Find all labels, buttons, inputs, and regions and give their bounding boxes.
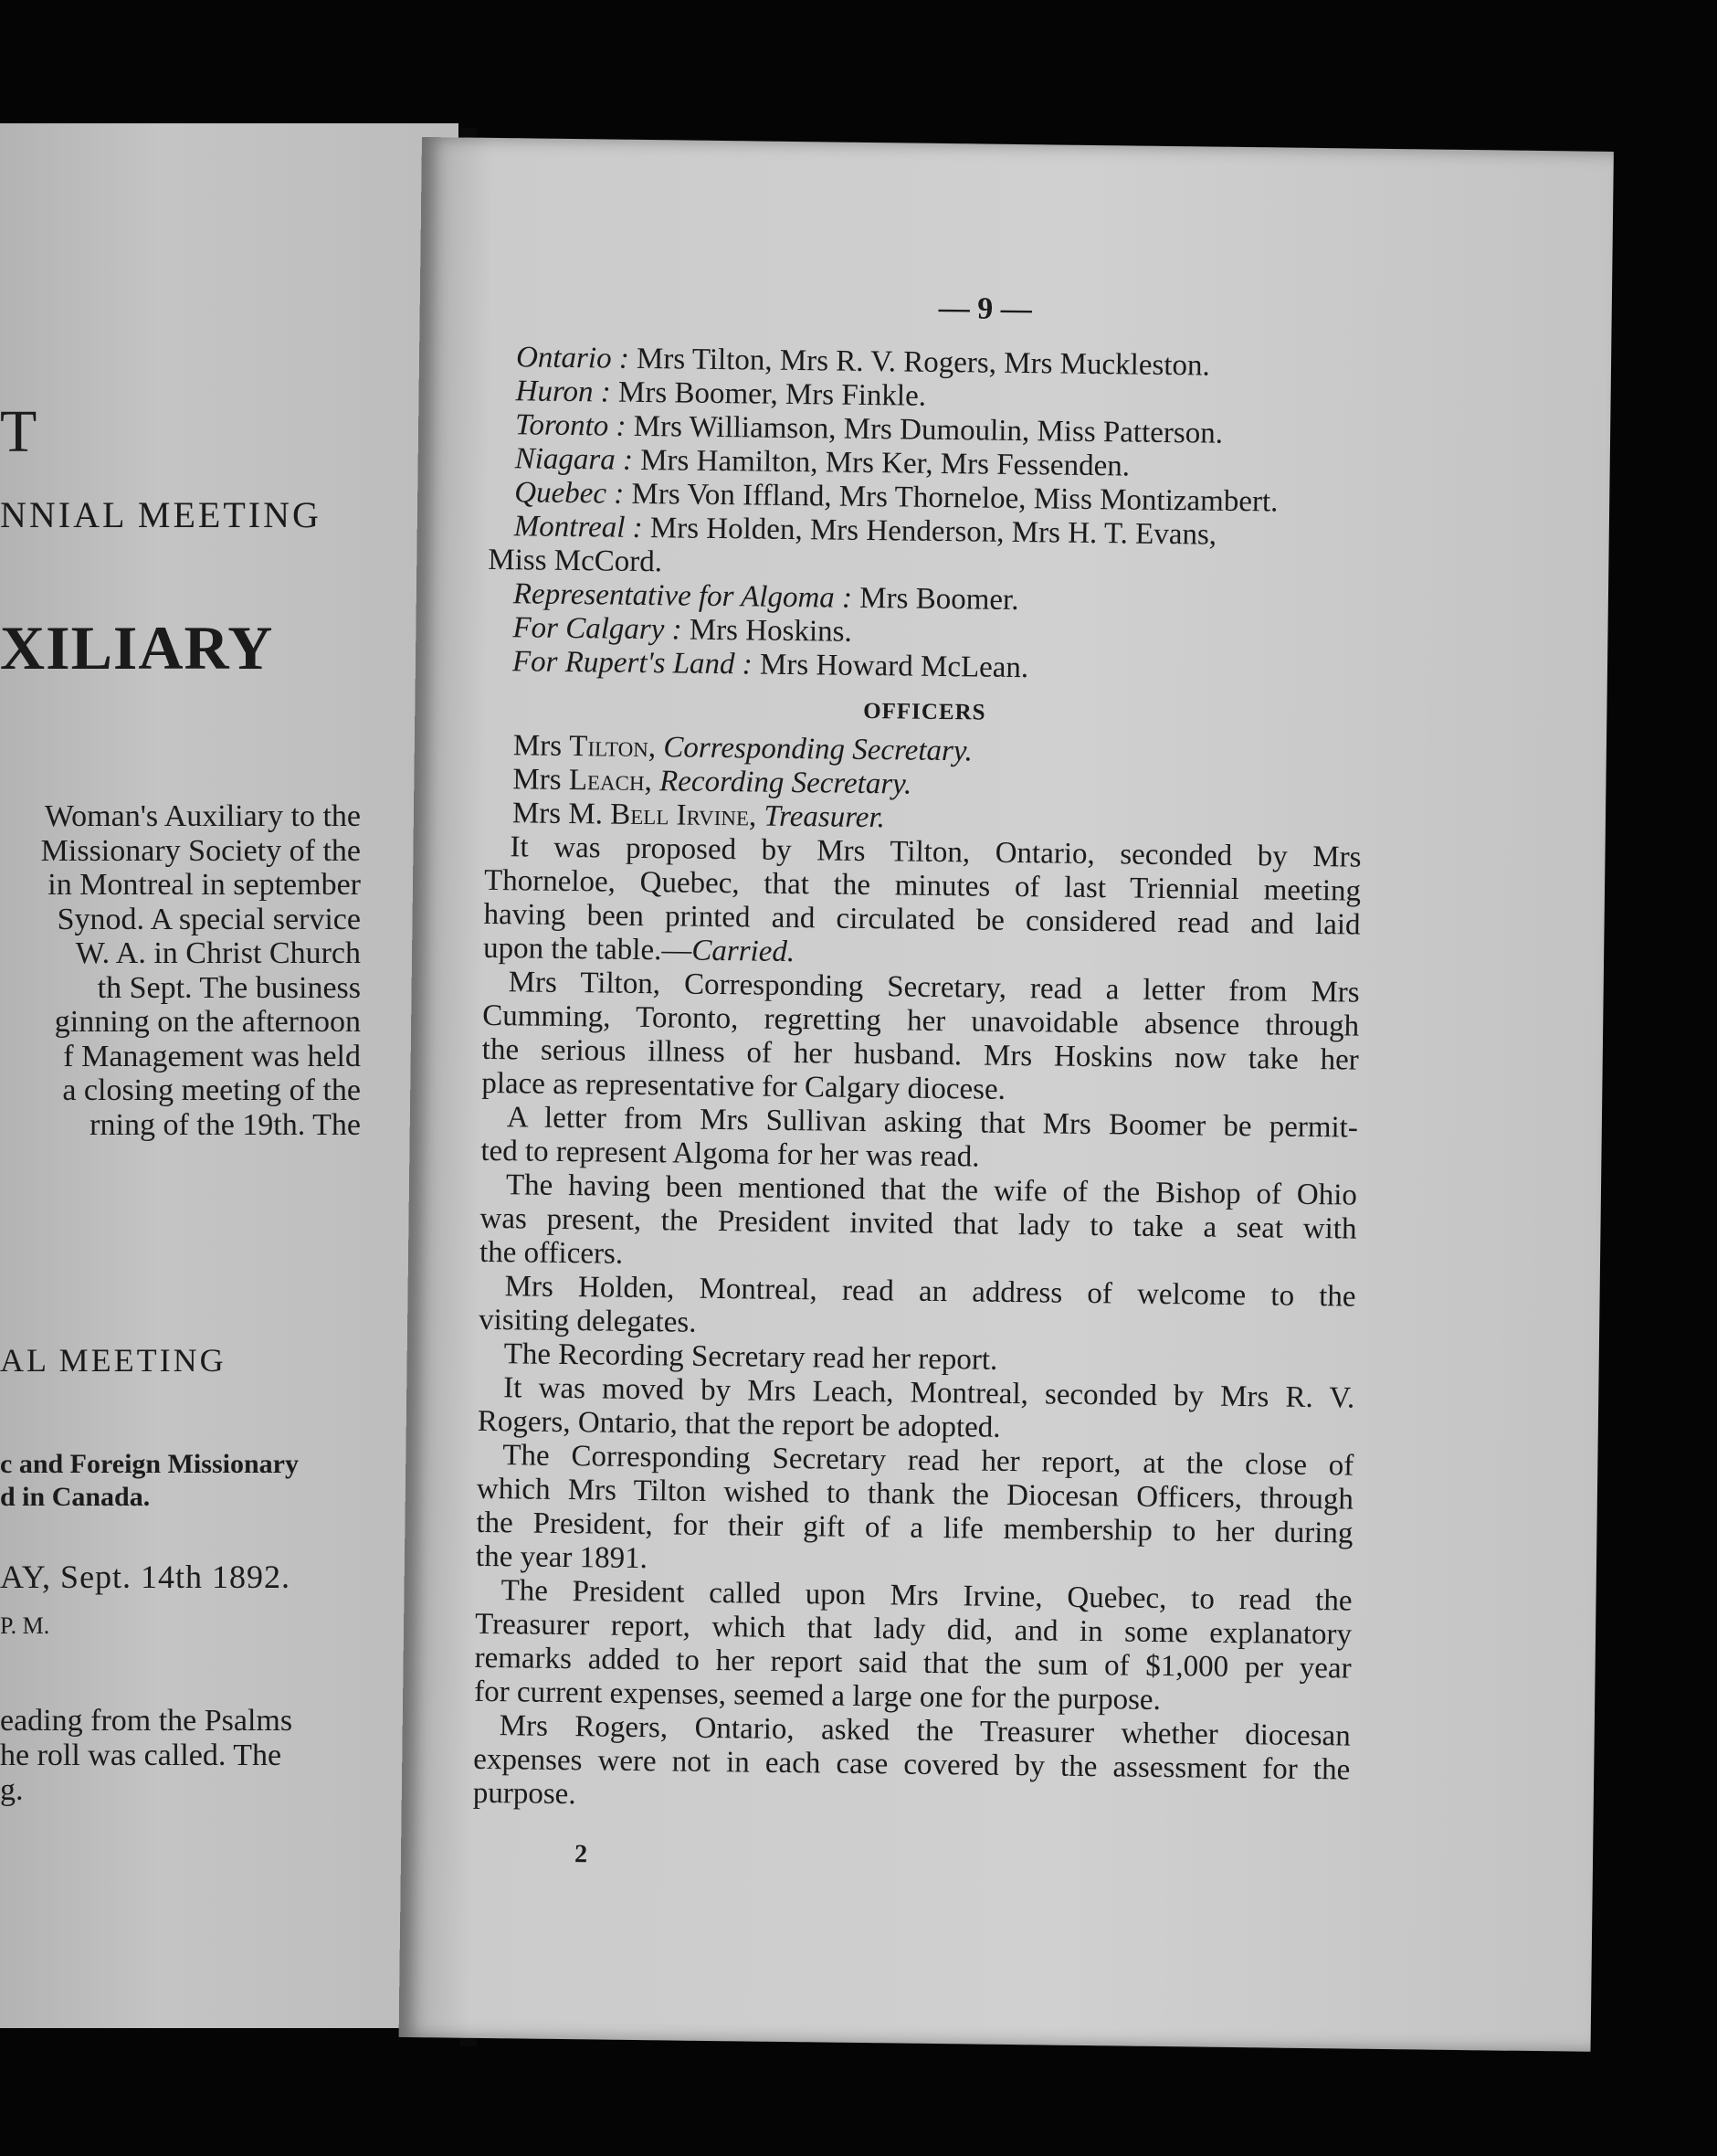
officer-name: Tilton, bbox=[569, 730, 664, 765]
right-page bbox=[399, 137, 1614, 2052]
signature-mark: 2 bbox=[574, 1840, 588, 1869]
paragraph-line: The Recording Secretary read her report. bbox=[503, 1337, 998, 1377]
left-auxiliary-heading: XILIARY bbox=[0, 613, 274, 682]
paragraph-line: the President, for their gift of a life membership to her during bbox=[476, 1506, 1354, 1550]
left-title-fragment: T bbox=[0, 398, 39, 465]
paragraph-line: Rogers, Ontario, that the report be adopted. bbox=[477, 1404, 1001, 1444]
paragraph-line: the officers. bbox=[479, 1235, 624, 1271]
left-end-line: g. bbox=[0, 1773, 24, 1807]
minutes-paragraph bbox=[474, 1574, 1353, 1720]
left-page bbox=[0, 123, 458, 2028]
minutes-paragraph bbox=[479, 1270, 1356, 1348]
minutes-paragraph bbox=[480, 1101, 1358, 1179]
left-time-line: P. M. bbox=[0, 1612, 50, 1639]
left-body-line: Woman's Auxiliary to the bbox=[44, 799, 361, 833]
diocese-label: For Calgary : bbox=[512, 611, 690, 647]
left-date-line: AY, Sept. 14th 1892. bbox=[0, 1559, 291, 1595]
paragraph-line: having been printed and circulated be considered read and laid bbox=[483, 897, 1361, 942]
diocese-label: Toronto : bbox=[514, 408, 634, 443]
left-body-line: Missionary Society of the bbox=[40, 833, 361, 868]
paragraph-line: The having been mentioned that the wife of the Bishop of Ohio bbox=[505, 1168, 1358, 1212]
diocese-label: Montreal : bbox=[513, 510, 651, 545]
delegate-names: Mrs Williamson, Mrs Dumoulin, Miss Patterson. bbox=[633, 409, 1224, 450]
left-bold-line: d in Canada. bbox=[0, 1482, 151, 1512]
minutes-paragraph bbox=[481, 966, 1360, 1112]
paragraph-line: The Corresponding Secretary read her report, at the close of bbox=[502, 1439, 1354, 1483]
officers-list bbox=[485, 729, 1363, 841]
paragraph-line: remarks added to her report said that the sum of $1,000 per year bbox=[474, 1641, 1352, 1686]
paragraph-line: Thorneloe, Quebec, that the minutes of last Triennial meeting bbox=[483, 863, 1362, 908]
officer-role: Corresponding Secretary. bbox=[663, 731, 974, 768]
paragraph-line: Treasurer report, which that lady did, and in some explanatory bbox=[474, 1607, 1353, 1652]
paragraph-line: the year 1891. bbox=[475, 1539, 648, 1576]
paragraph-line: visiting delegates. bbox=[478, 1303, 697, 1339]
delegate-names: Mrs Hoskins. bbox=[689, 613, 852, 649]
officer-prefix: Mrs bbox=[512, 729, 570, 764]
minutes-paragraphs bbox=[473, 830, 1362, 1822]
delegate-names: Mrs Howard McLean. bbox=[759, 648, 1029, 685]
diocese-label: Niagara : bbox=[514, 442, 641, 477]
officer-name: Leach, bbox=[568, 764, 660, 798]
paragraph-line: expenses were not in each case covered by the assessment for the bbox=[473, 1742, 1351, 1787]
diocese-label: Ontario : bbox=[515, 341, 637, 375]
delegates-list bbox=[487, 341, 1367, 690]
left-end-text bbox=[0, 1704, 292, 1808]
paragraph-line: which Mrs Tilton wished to thank the Diocesan Officers, through bbox=[476, 1472, 1354, 1517]
minutes-paragraph bbox=[479, 1168, 1357, 1281]
left-meeting-heading: NNIAL MEETING bbox=[0, 494, 321, 535]
officer-prefix: Mrs bbox=[512, 763, 570, 798]
delegate-names: Mrs Holden, Mrs Henderson, Mrs H. T. Evans, bbox=[649, 512, 1217, 552]
paragraph-line: It was moved by Mrs Leach, Montreal, seconded by Mrs R. V. bbox=[503, 1371, 1355, 1415]
delegate-names: Mrs Tilton, Mrs R. V. Rogers, Mrs Muckleston. bbox=[636, 342, 1210, 383]
paragraph-line: Mrs Tilton, Corresponding Secretary, read a letter from Mrs bbox=[508, 966, 1360, 1009]
carried-label: Carried. bbox=[691, 934, 795, 969]
paragraph-line: place as representative for Calgary diocese. bbox=[481, 1066, 1006, 1106]
diocese-label: Quebec : bbox=[514, 476, 632, 511]
paragraph-line: upon the table.—Carried. bbox=[482, 931, 795, 969]
delegate-names: Miss McCord. bbox=[488, 543, 663, 579]
left-body-line: ginning on the afternoon bbox=[54, 1005, 361, 1039]
paragraph-line: purpose. bbox=[472, 1776, 576, 1812]
left-body-line: W. A. in Christ Church bbox=[75, 936, 361, 970]
right-page-body bbox=[473, 341, 1368, 1822]
paragraph-line: Mrs Holden, Montreal, read an address of welcome to the bbox=[504, 1270, 1356, 1314]
left-body-line: in Montreal in september bbox=[47, 868, 361, 902]
left-body-line: a closing meeting of the bbox=[62, 1073, 361, 1107]
left-end-line: he roll was called. The bbox=[0, 1739, 282, 1772]
minutes-paragraph bbox=[473, 1709, 1351, 1822]
paragraph-line: the serious illness of her husband. Mrs Hoskins now take her bbox=[481, 1032, 1359, 1077]
left-subheading: AL MEETING bbox=[0, 1342, 226, 1379]
diocese-label: For Rupert's Land : bbox=[511, 645, 761, 682]
officer-prefix: Mrs M. bbox=[511, 797, 611, 831]
left-body-line: rning of the 19th. The bbox=[90, 1107, 361, 1142]
paragraph-line: ted to represent Algoma for her was read. bbox=[480, 1134, 980, 1174]
page-number: — 9 — bbox=[938, 291, 1032, 327]
minutes-paragraph bbox=[478, 1371, 1355, 1450]
left-bold-line: c and Foreign Missionary bbox=[0, 1449, 299, 1479]
left-body-text bbox=[0, 799, 361, 1142]
minutes-paragraph bbox=[483, 830, 1362, 977]
left-body-line: th Sept. The business bbox=[97, 970, 361, 1005]
left-bold-block bbox=[0, 1448, 299, 1514]
delegate-names: Mrs Boomer. bbox=[859, 581, 1019, 618]
diocese-label: Representative for Algoma : bbox=[512, 577, 860, 615]
delegate-names: Mrs Hamilton, Mrs Ker, Mrs Fessenden. bbox=[639, 443, 1131, 483]
officer-role: Recording Secretary. bbox=[658, 765, 912, 801]
paragraph-line: A letter from Mrs Sullivan asking that Mrs Boomer be permit- bbox=[506, 1101, 1359, 1145]
paragraph-line: was present, the President invited that lady to take a seat with bbox=[479, 1201, 1357, 1246]
minutes-paragraph bbox=[476, 1439, 1354, 1585]
diocese-label: Huron : bbox=[515, 375, 619, 409]
left-end-line: eading from the Psalms bbox=[0, 1704, 293, 1738]
paragraph-line: Cumming, Toronto, regretting her unavoidable absence through bbox=[482, 999, 1360, 1043]
officer-name: Bell Irvine, bbox=[610, 798, 764, 833]
officers-heading: OFFICERS bbox=[862, 698, 986, 725]
paragraph-line: Mrs Rogers, Ontario, asked the Treasurer whether diocesan bbox=[499, 1709, 1351, 1753]
paragraph-line: It was proposed by Mrs Tilton, Ontario, seconded by Mrs bbox=[510, 830, 1362, 874]
officer-role: Treasurer. bbox=[764, 799, 886, 835]
left-body-line: f Management was held bbox=[63, 1039, 361, 1073]
paragraph-line: for current expenses, seemed a large one for the purpose. bbox=[473, 1675, 1162, 1717]
paragraph-line: The President called upon Mrs Irvine, Quebec, to read the bbox=[500, 1574, 1353, 1618]
delegate-names: Mrs Von Iffland, Mrs Thorneloe, Miss Montizambert. bbox=[631, 477, 1279, 519]
left-body-line: Synod. A special service bbox=[57, 902, 361, 936]
delegate-names: Mrs Boomer, Mrs Finkle. bbox=[617, 375, 927, 413]
